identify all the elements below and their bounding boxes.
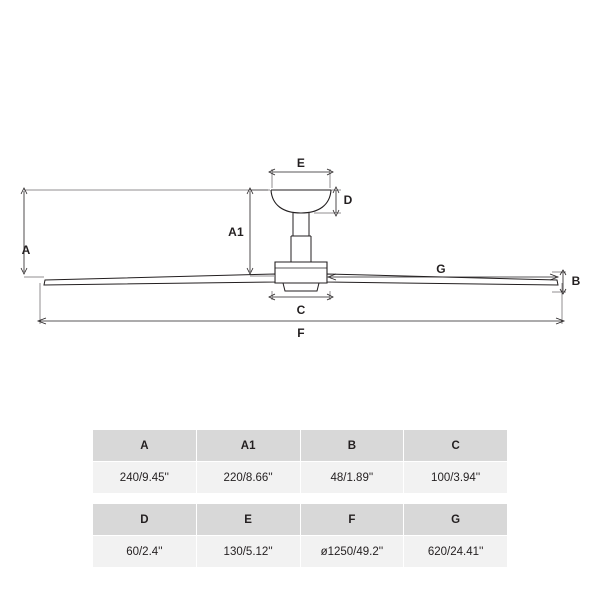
table-value-cell: 100/3.94'' (404, 462, 508, 494)
table-value-cell: ø1250/49.2'' (300, 536, 404, 568)
dimension-A1 (247, 188, 274, 276)
table-row (93, 462, 508, 494)
table-row (93, 430, 508, 462)
table-row (93, 504, 508, 536)
table-value-cell: 240/9.45'' (93, 462, 197, 494)
ceiling-mount (271, 190, 331, 213)
table-header-cell: B (300, 430, 404, 462)
table-header-cell: G (404, 504, 508, 536)
dimension-label-A: A (21, 243, 31, 257)
table-header-cell: F (300, 504, 404, 536)
dimension-label-D: D (343, 193, 353, 207)
dimension-label-G: G (436, 262, 446, 276)
table-header-cell: C (404, 430, 508, 462)
dimension-label-C: C (296, 303, 306, 317)
table-header-cell: D (93, 504, 197, 536)
table-header-cell: A (93, 430, 197, 462)
table-value-cell: 130/5.12'' (196, 536, 300, 568)
table-header-cell: E (196, 504, 300, 536)
table-value-cell: 60/2.4'' (93, 536, 197, 568)
dimension-label-B: B (571, 274, 581, 288)
downrod (291, 213, 311, 262)
dimension-label-E: E (296, 156, 306, 170)
dimension-label-A1: A1 (228, 225, 244, 239)
dimension-C (269, 291, 333, 300)
dimension-label-F: F (297, 326, 305, 340)
table-value-cell: 220/8.66'' (196, 462, 300, 494)
table-spacer-cell (93, 494, 508, 504)
dimension-E (269, 169, 333, 188)
motor-housing (275, 262, 327, 291)
table-row (93, 536, 508, 568)
dimension-table (92, 429, 508, 568)
table-value-cell: 620/24.41'' (404, 536, 508, 568)
table-value-cell: 48/1.89'' (300, 462, 404, 494)
table-header-cell: A1 (196, 430, 300, 462)
table-spacer-row (93, 494, 508, 504)
